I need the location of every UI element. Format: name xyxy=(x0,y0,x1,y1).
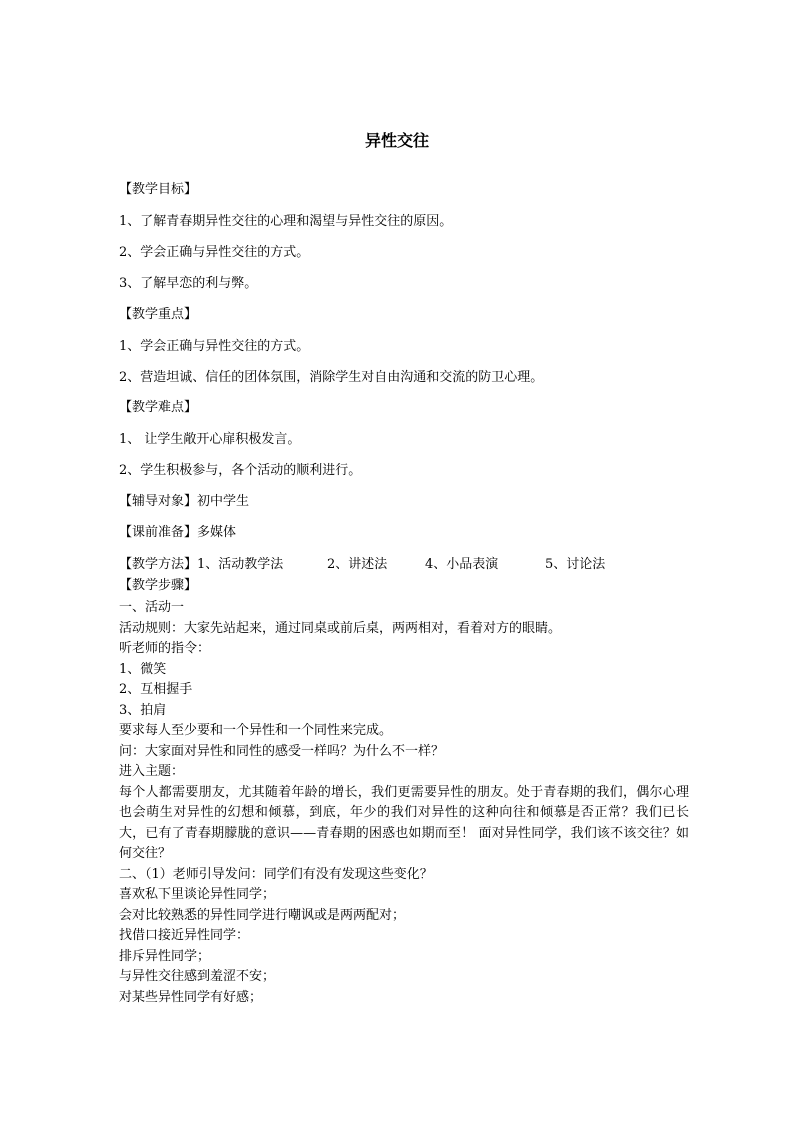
command-item: 2、互相握手 xyxy=(119,682,193,697)
change-item: 对某些异性同学有好感； xyxy=(119,989,263,1005)
focus-heading: 【教学重点】 xyxy=(119,307,198,322)
method-item: 4、小品表演 xyxy=(425,557,499,572)
goal-item-1: 1、了解青春期异性交往的心理和渴望与异性交往的原因。 xyxy=(119,214,453,229)
methods-line xyxy=(119,555,605,574)
page-title: 异性交往 xyxy=(364,131,429,150)
requirement-line: 要求每人至少要和一个异性和一个同性来完成。 xyxy=(119,723,393,738)
change-item: 喜欢私下里谈论异性同学； xyxy=(119,887,276,902)
command-item: 3、拍肩 xyxy=(119,702,167,718)
section2-heading: 二、（1）老师引导发问：同学们有没有发现这些变化？ xyxy=(119,866,433,882)
prep-line: 【课前准备】多媒体 xyxy=(119,525,237,540)
goals-heading: 【教学目标】 xyxy=(119,182,198,197)
goal-item-2: 2、学会正确与异性交往的方式。 xyxy=(119,245,310,260)
difficulty-item-2: 2、学生积极参与，各个活动的顺利进行。 xyxy=(119,463,362,478)
activity1-heading: 一、活动一 xyxy=(119,600,185,615)
change-item: 找借口接近异性同学： xyxy=(119,928,250,943)
focus-item-2: 2、营造坦诚、信任的团体氛围，消除学生对自由沟通和交流的防卫心理。 xyxy=(119,370,544,385)
method-item: 2、讲述法 xyxy=(327,557,388,572)
change-item: 会对比较熟悉的异性同学进行嘲讽或是两两配对； xyxy=(119,907,406,923)
methods-label: 【教学方法】 xyxy=(119,557,198,572)
change-item: 排斥异性同学； xyxy=(119,948,211,964)
method-item: 5、讨论法 xyxy=(545,557,606,572)
command-item: 1、微笑 xyxy=(119,661,167,677)
difficulty-item-1: 1、 让学生敞开心扉积极发言。 xyxy=(119,432,301,447)
intro-paragraph: 每个人都需要朋友，尤其随着年龄的增长，我们更需要异性的朋友。处于青春期的我们，偶尔心理也会萌生对异性的幻想和倾慕，到底，年少的我们对异性的这种向往和倾慕是否正常？我们已长大，已有了青春期朦胧的意识——青春期的困惑也如期而至！ 面对异性同学，我们该不该交往？如何交往？ xyxy=(119,784,689,861)
question-line: 问：大家面对异性和同性的感受一样吗？为什么不一样？ xyxy=(119,743,445,759)
goal-item-3: 3、了解早恋的利与弊。 xyxy=(119,276,258,291)
listen-line: 听老师的指令： xyxy=(119,641,211,656)
steps-heading: 【教学步骤】 xyxy=(119,578,198,593)
enter-topic-line: 进入主题： xyxy=(119,764,185,779)
focus-item-1: 1、学会正确与异性交往的方式。 xyxy=(119,339,310,354)
method-item: 1、活动教学法 xyxy=(197,557,284,572)
activity-rules: 活动规则：大家先站起来，通过同桌或前后桌，两两相对，看着对方的眼睛。 xyxy=(119,620,562,636)
change-item: 与异性交往感到羞涩不安； xyxy=(119,969,276,984)
difficulty-heading: 【教学难点】 xyxy=(119,400,198,415)
steps-body xyxy=(119,598,689,1008)
target-line: 【辅导对象】初中学生 xyxy=(119,494,250,509)
